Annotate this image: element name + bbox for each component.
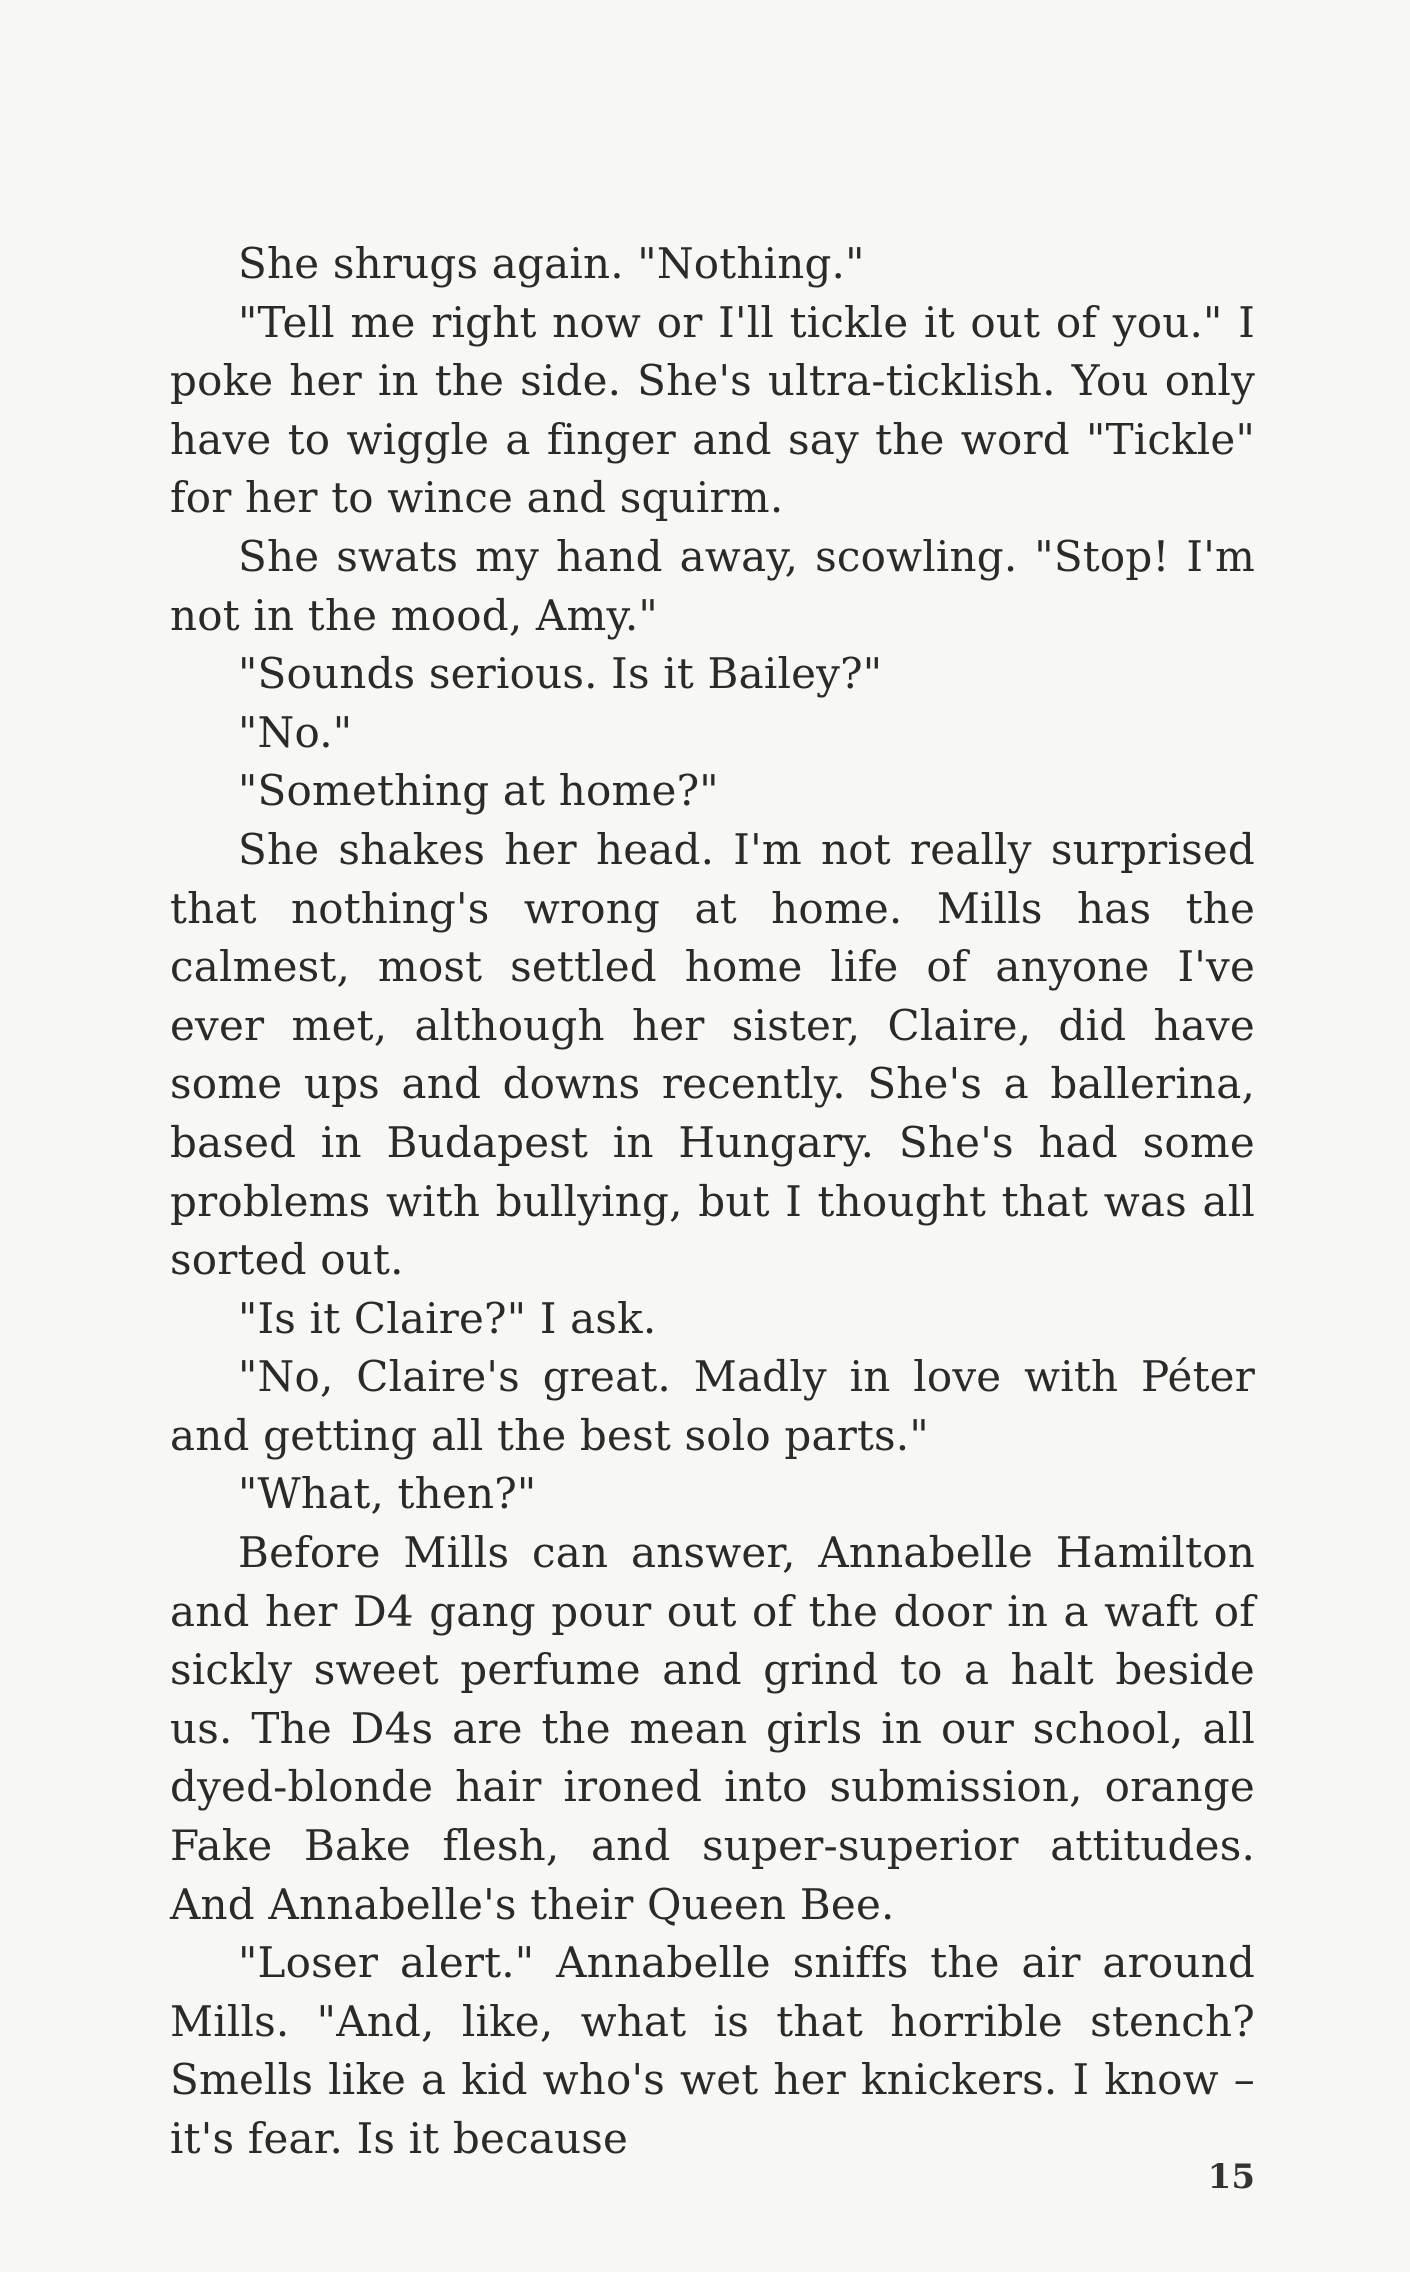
paragraph-11: Before Mills can answer, Annabelle Hamilton and her D4 gang pour out of the door in a waft of sickly sweet perfume and grind to a halt beside us. The D4s are the mean girls in our school, all dyed-blonde hair ironed into submission, orange Fake Bake flesh, and super-superior attitudes. And Annabelle's their Queen Bee. xyxy=(170,1528,1255,1929)
paragraph-5: "No." xyxy=(238,707,353,757)
paragraph-10: "What, then?" xyxy=(238,1469,537,1519)
paragraph-9: "No, Claire's great. Madly in love with Péter and getting all the best solo parts." xyxy=(170,1352,1255,1460)
paragraph-7: She shakes her head. I'm not really surprised that nothing's wrong at home. Mills has the calmest, most settled home life of anyone I've ever met, although her sister, Claire, did have some ups and downs recently. She's a ballerina, based in Budapest in Hungary. She's had some problems with bullying, but I thought that was all sorted out. xyxy=(170,824,1255,1285)
page-number: 15 xyxy=(1207,2157,1255,2197)
paragraph-6: "Something at home?" xyxy=(238,766,719,816)
paragraph-2: "Tell me right now or I'll tickle it out of you." I poke her in the side. She's ultra-ticklish. You only have to wiggle a finger and say the word "Tickle" for her to wince and squirm. xyxy=(170,297,1255,523)
paragraph-1: She shrugs again. "Nothing." xyxy=(238,239,865,288)
paragraph-4: "Sounds serious. Is it Bailey?" xyxy=(238,649,883,699)
paragraph-8: "Is it Claire?" I ask. xyxy=(238,1293,657,1343)
paragraph-3: She swats my hand away, scowling. "Stop! I'm not in the mood, Amy." xyxy=(170,531,1255,640)
body-text xyxy=(170,235,1255,2169)
paragraph-12: "Loser alert." Annabelle sniffs the air around Mills. "And, like, what is that horrible stench? Smells like a kid who's wet her knickers. I know – it's fear. Is it because xyxy=(170,1938,1255,2163)
